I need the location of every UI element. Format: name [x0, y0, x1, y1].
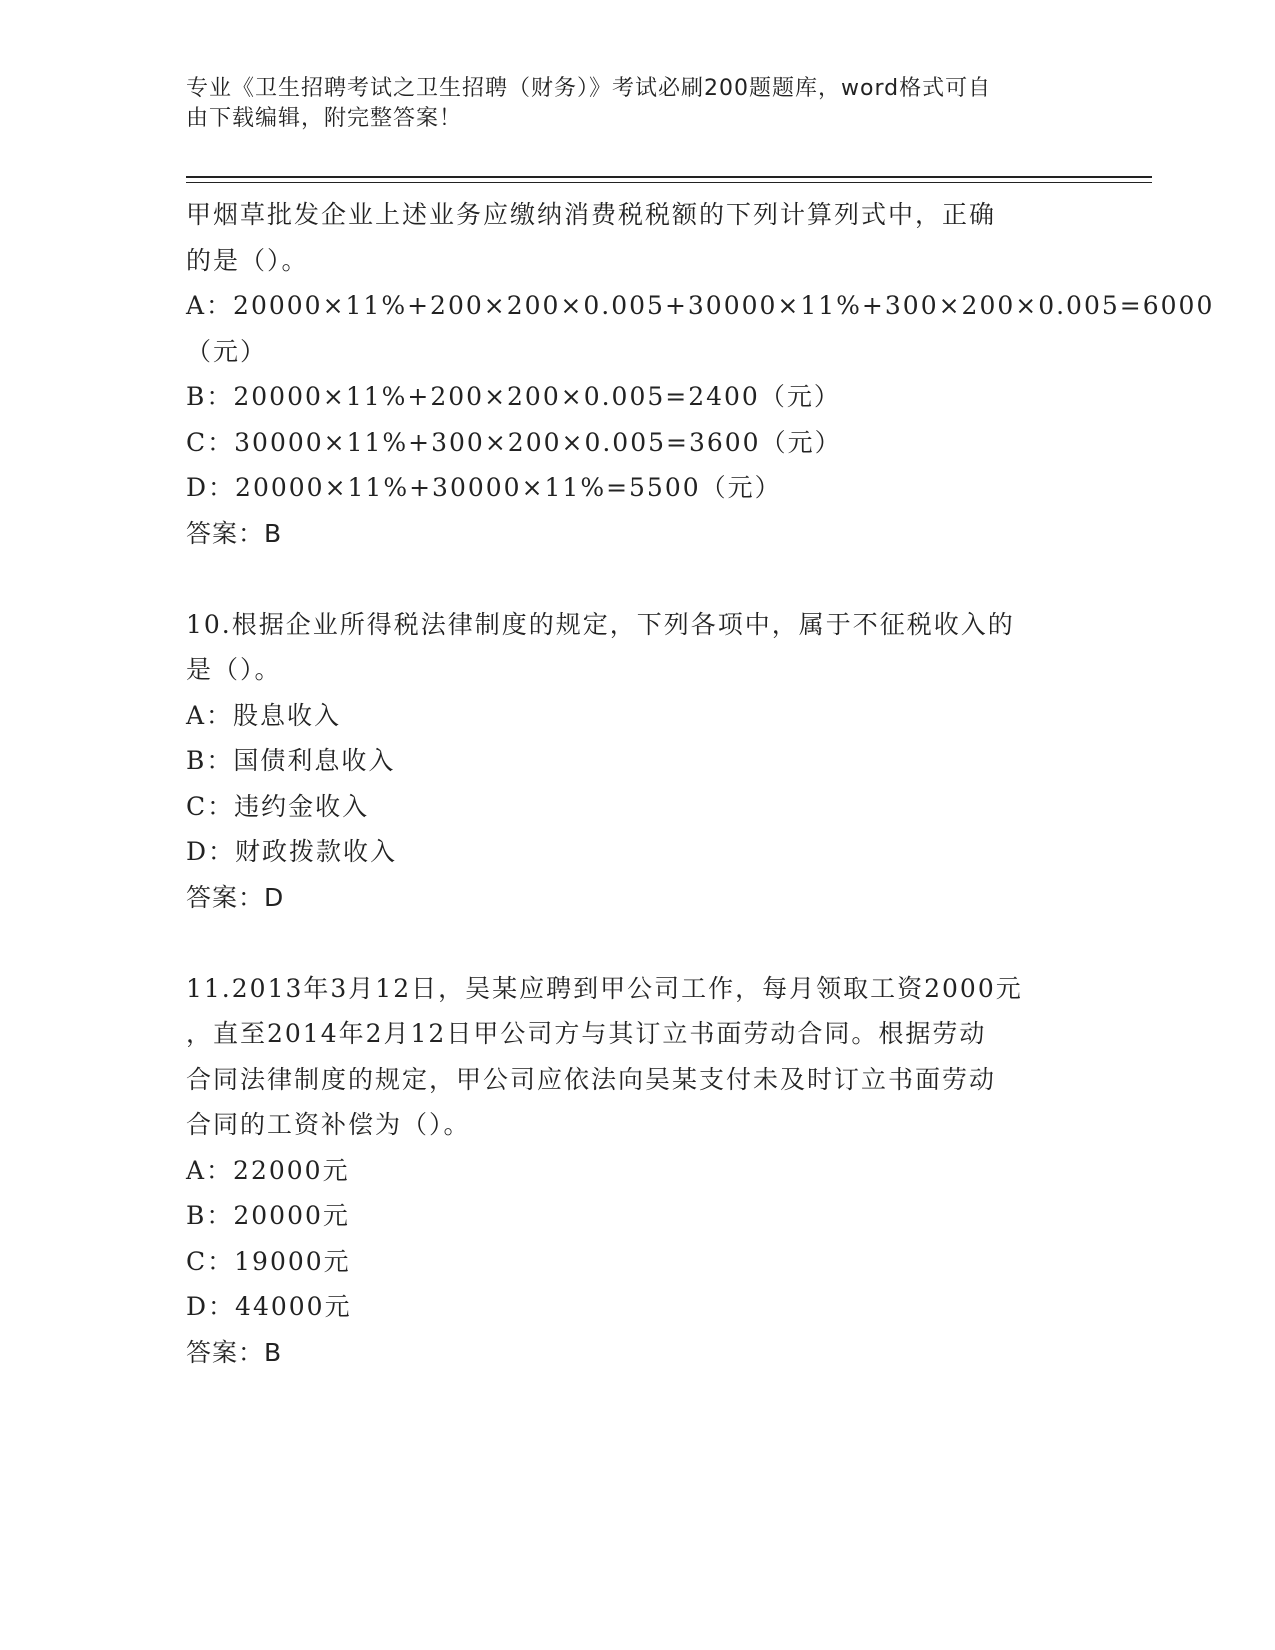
answer-label: 答案：D: [186, 882, 285, 912]
option-b: B：20000元: [186, 1201, 350, 1230]
option-c: C：违约金收入: [186, 791, 370, 821]
option-d: D：20000×11%+30000×11%=5500（元）: [186, 473, 782, 502]
option-a-continued: （元）: [186, 336, 268, 366]
question-spacer: [186, 920, 1086, 966]
document-header: [186, 74, 1076, 134]
option-d: D：财政拨款收入: [186, 837, 398, 866]
option-a: A：股息收入: [186, 700, 342, 730]
question-stem-line: 的是（）。: [186, 245, 309, 275]
question-list: [186, 192, 1215, 1375]
question-stem-line: 甲烟草批发企业上述业务应缴纳消费税税额的下列计算列式中，正确: [186, 200, 997, 229]
question-stem-line: 合同的工资补偿为（）。: [186, 1110, 471, 1139]
option-c: C：30000×11%+300×200×0.005=3600（元）: [186, 427, 842, 457]
option-b: B：20000×11%+200×200×0.005=2400（元）: [186, 382, 841, 411]
question-spacer: [186, 556, 1086, 602]
header-line-2: 由下载编辑，附完整答案！: [186, 106, 463, 131]
question-stem-line: 合同法律制度的规定，甲公司应依法向吴某支付未及时订立书面劳动: [186, 1064, 997, 1094]
question-stem-line: 11.2013年3月12日，吴某应聘到甲公司工作，每月领取工资2000元: [186, 973, 1023, 1003]
question-block: [186, 602, 1086, 921]
header-divider-thin: [186, 182, 1152, 183]
answer-label: 答案：B: [186, 1337, 283, 1367]
option-d: D：44000元: [186, 1292, 352, 1321]
question-block: [186, 966, 1086, 1376]
option-a: A：20000×11%+200×200×0.005+30000×11%+300×200×0.005=6000: [186, 291, 1215, 320]
question-block: [186, 192, 1215, 556]
header-divider-thick: [186, 176, 1152, 178]
option-b: B：国债利息收入: [186, 746, 396, 775]
question-stem-line: 是（）。: [186, 655, 282, 684]
answer-label: 答案：B: [186, 518, 283, 548]
header-line-1: 专业《卫生招聘考试之卫生招聘（财务）》考试必刷200题题库，word格式可自: [186, 76, 992, 101]
option-a: A：22000元: [186, 1155, 350, 1185]
question-stem-line: ，直至2014年2月12日甲公司方与其订立书面劳动合同。根据劳动: [186, 1019, 987, 1048]
question-stem-line: 10.根据企业所得税法律制度的规定，下列各项中，属于不征税收入的: [186, 609, 1015, 639]
option-c: C：19000元: [186, 1246, 351, 1276]
